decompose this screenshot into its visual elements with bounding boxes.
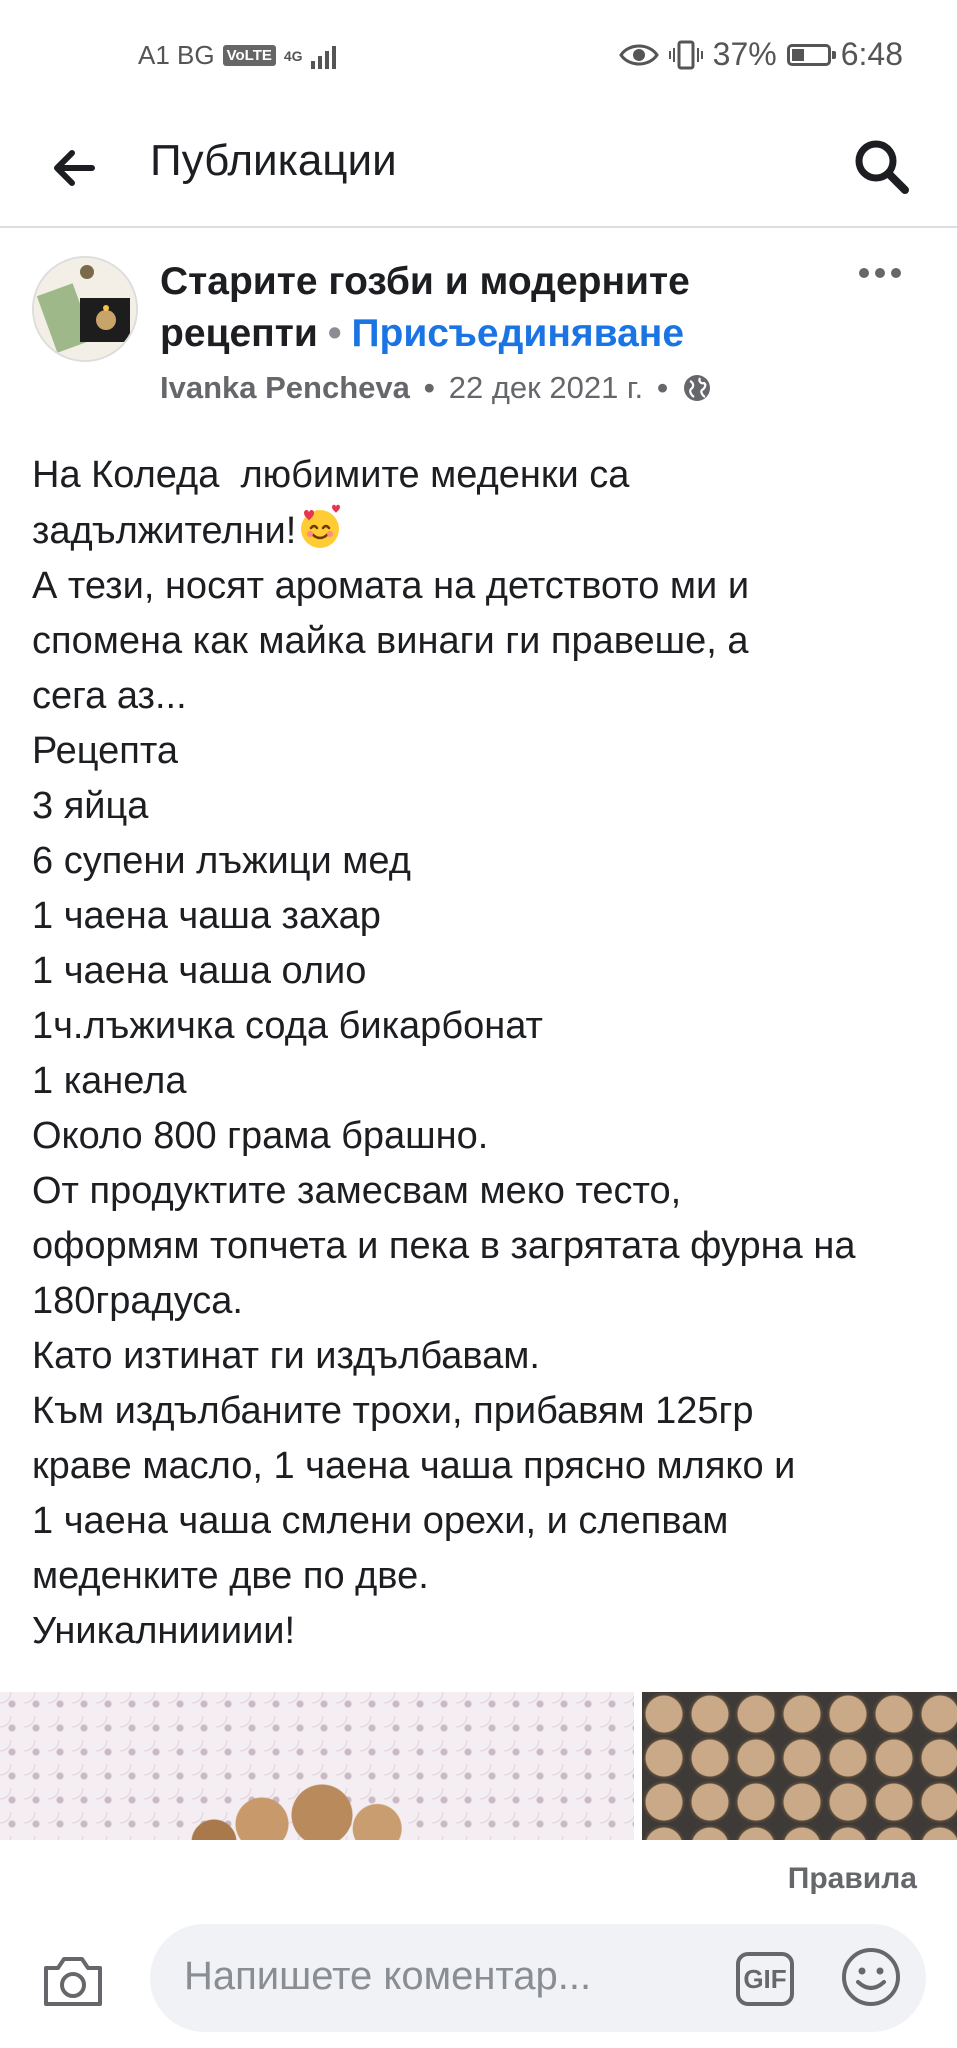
- back-button[interactable]: [46, 140, 102, 196]
- post-line: 1 чаена чаша захар: [32, 895, 381, 937]
- volte-badge: VoLTE: [223, 45, 276, 66]
- more-dots-icon: [859, 268, 869, 278]
- post-line: 180градуса.: [32, 1280, 243, 1322]
- search-button[interactable]: [849, 134, 913, 198]
- post-line: спомена как майка винаги ги правеше, а: [32, 620, 749, 662]
- post-line: 3 яйца: [32, 785, 149, 827]
- battery-icon: [787, 44, 831, 66]
- post-meta: [160, 370, 712, 406]
- group-name[interactable]: Старите гозби и модерните: [160, 260, 690, 303]
- group-avatar-image: [34, 258, 138, 362]
- post-line: 1 чаена чаша смлени орехи, и слепвам: [32, 1500, 729, 1542]
- status-left: [138, 40, 336, 71]
- author-name[interactable]: Ivanka Pencheva: [160, 370, 410, 405]
- gif-button[interactable]: GIF: [736, 1952, 794, 2006]
- app-bar: [0, 110, 957, 228]
- post-line: [32, 503, 932, 559]
- post-line-text: задължителни!: [32, 510, 297, 552]
- post-line: 1 чаена чаша олио: [32, 950, 367, 992]
- group-name-cont[interactable]: рецепти: [160, 312, 318, 355]
- post-photo-1[interactable]: [0, 1692, 634, 1840]
- post-line: 1 канела: [32, 1060, 187, 1102]
- post-date[interactable]: 22 дек 2021 г.: [448, 370, 644, 405]
- post-line: 6 супени лъжици мед: [32, 840, 411, 882]
- carrier-name: A1 BG: [138, 40, 215, 70]
- arrow-left-icon: [46, 140, 102, 196]
- post-line: А тези, носят аромата на детството ми и: [32, 565, 750, 607]
- post-line: Около 800 грама брашно.: [32, 1115, 489, 1157]
- smiley-icon: [840, 1946, 902, 2008]
- status-right: [619, 36, 903, 73]
- separator-dot: •: [327, 312, 342, 355]
- post-header-title: [160, 256, 820, 360]
- globe-icon: [682, 373, 712, 403]
- post-line: На Коледа любимите меденки са: [32, 454, 630, 496]
- clock: 6:48: [840, 36, 903, 72]
- emoji-button[interactable]: [840, 1946, 902, 2008]
- eye-icon: [619, 41, 659, 69]
- post-line: меденките две по две.: [32, 1555, 429, 1597]
- signal-icon: [311, 43, 336, 69]
- camera-icon: [40, 1952, 106, 2010]
- post-line: От продуктите замесвам меко тесто,: [32, 1170, 682, 1212]
- page-title: Публикации: [150, 136, 397, 185]
- cookies-image: [190, 1770, 430, 1840]
- post-line: Рецепта: [32, 730, 178, 772]
- separator-dot: •: [423, 370, 435, 405]
- camera-button[interactable]: [40, 1952, 106, 2010]
- network-type: 4G: [283, 47, 303, 64]
- post-text: [32, 448, 932, 1659]
- post-photo-2[interactable]: [642, 1692, 957, 1840]
- rules-link[interactable]: Правила: [787, 1862, 917, 1895]
- separator-dot: •: [657, 370, 668, 405]
- vibrate-icon: [669, 40, 703, 70]
- join-group-link[interactable]: Присъединяване: [351, 312, 685, 355]
- comment-placeholder: Напишете коментар...: [184, 1954, 592, 1998]
- post-line: краве масло, 1 чаена чаша прясно мляко и: [32, 1445, 796, 1487]
- post-line: Уникалниииии!: [32, 1610, 296, 1652]
- smiling-face-with-hearts-icon: [296, 503, 344, 551]
- battery-percent: 37%: [712, 36, 777, 72]
- post-line: 1ч.лъжичка сода бикарбонат: [32, 1005, 543, 1047]
- search-icon: [849, 134, 913, 198]
- post-photos: [0, 1692, 957, 1840]
- post-line: сега аз...: [32, 675, 187, 717]
- post-line: оформям топчета и пека в загрятата фурна на: [32, 1225, 856, 1267]
- comment-input[interactable]: [150, 1924, 926, 2032]
- status-bar: [0, 0, 957, 110]
- more-options-button[interactable]: [859, 268, 901, 278]
- group-avatar[interactable]: [32, 256, 138, 362]
- post-line: Като изтинат ги издълбавам.: [32, 1335, 540, 1377]
- post-line: Към издълбаните трохи, прибавям 125гр: [32, 1390, 754, 1432]
